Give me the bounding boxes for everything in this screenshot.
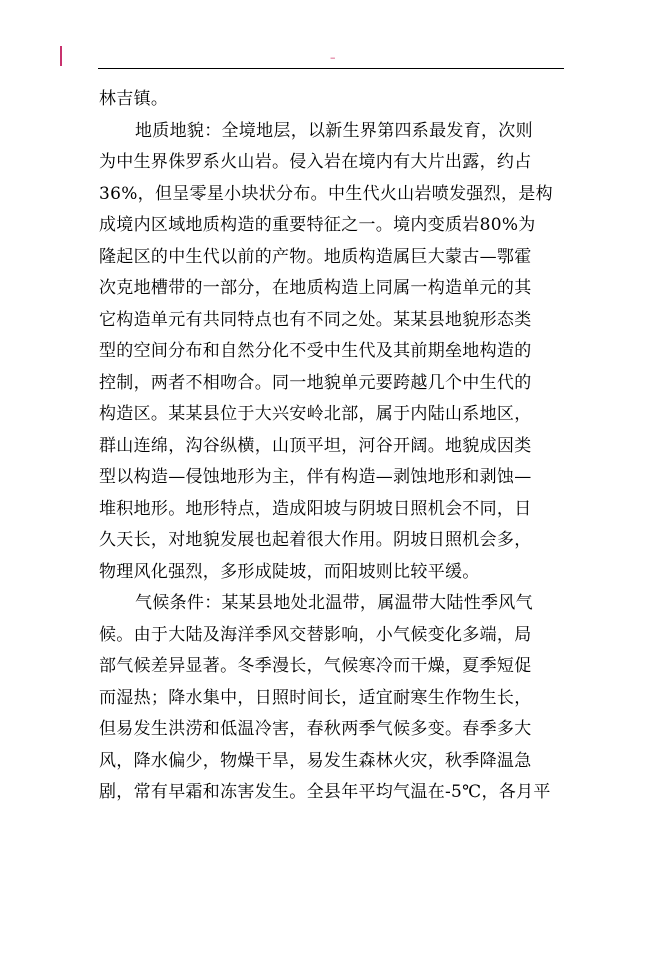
text-line: 型的空间分布和自然分化不受中生代及其前期垒地构造的 (99, 341, 532, 361)
text-line: 候。由于大陆及海洋季风交替影响，小气候变化多端，局 (99, 624, 532, 645)
paragraph-geology-start: 地质地貌：全境地层，以新生界第四系最发育，次则 (135, 120, 533, 141)
text-line: 隆起区的中生代以前的产物。地质构造属巨大蒙古—鄂霍 (99, 246, 532, 267)
margin-mark (60, 46, 62, 66)
text-line: 物理风化强烈，多形成陡坡，而阳坡则比较平缓。 (99, 561, 480, 582)
header-mark: – (330, 51, 336, 64)
text-line: 群山连绵，沟谷纵横，山顶平坦，河谷开阔。地貌成因类 (99, 435, 532, 456)
text-line: 为中生界侏罗系火山岩。侵入岩在境内有大片出露，约占 (99, 152, 532, 172)
text-line: 构造区。某某县位于大兴安岭北部，属于内陆山系地区， (99, 404, 532, 424)
text-line: 风，降水偏少，物燥干旱，易发生森林火灾，秋季降温急 (99, 750, 532, 771)
text-line: 成境内区域地质构造的重要特征之一。境内变质岩80%为 (99, 215, 536, 235)
text-line: 堆积地形。地形特点，造成阳坡与阴坡日照机会不同，日 (99, 498, 532, 519)
paragraph-climate-start: 气候条件：某某县地处北温带，属温带大陆性季风气 (135, 593, 533, 613)
text-line: 部气候差异显著。冬季漫长，气候寒冷而干燥，夏季短促 (99, 656, 532, 676)
text-line: 次克地槽带的一部分，在地质构造上同属一构造单元的其 (99, 278, 532, 298)
text-line: 而湿热；降水集中，日照时间长，适宜耐寒生作物生长， (99, 687, 532, 708)
text-line: 36%，但呈零星小块状分布。中生代火山岩喷发强烈，是构 (99, 183, 553, 204)
text-line: 林吉镇。 (99, 89, 169, 109)
text-line: 控制，两者不相吻合。同一地貌单元要跨越几个中生代的 (99, 372, 532, 393)
text-line: 剧，常有早霜和冻害发生。全县年平均气温在-5℃，各月平 (99, 782, 551, 802)
document-body (99, 84, 563, 809)
header-rule (98, 68, 564, 69)
text-line: 它构造单元有共同特点也有不同之处。某某县地貌形态类 (99, 309, 532, 330)
text-line: 久天长，对地貌发展也起着很大作用。阴坡日照机会多， (99, 530, 532, 550)
text-line: 型以构造—侵蚀地形为主，伴有构造—剥蚀地形和剥蚀— (99, 467, 532, 487)
text-line: 但易发生洪涝和低温冷害，春秋两季气候多变。春季多大 (99, 719, 532, 739)
